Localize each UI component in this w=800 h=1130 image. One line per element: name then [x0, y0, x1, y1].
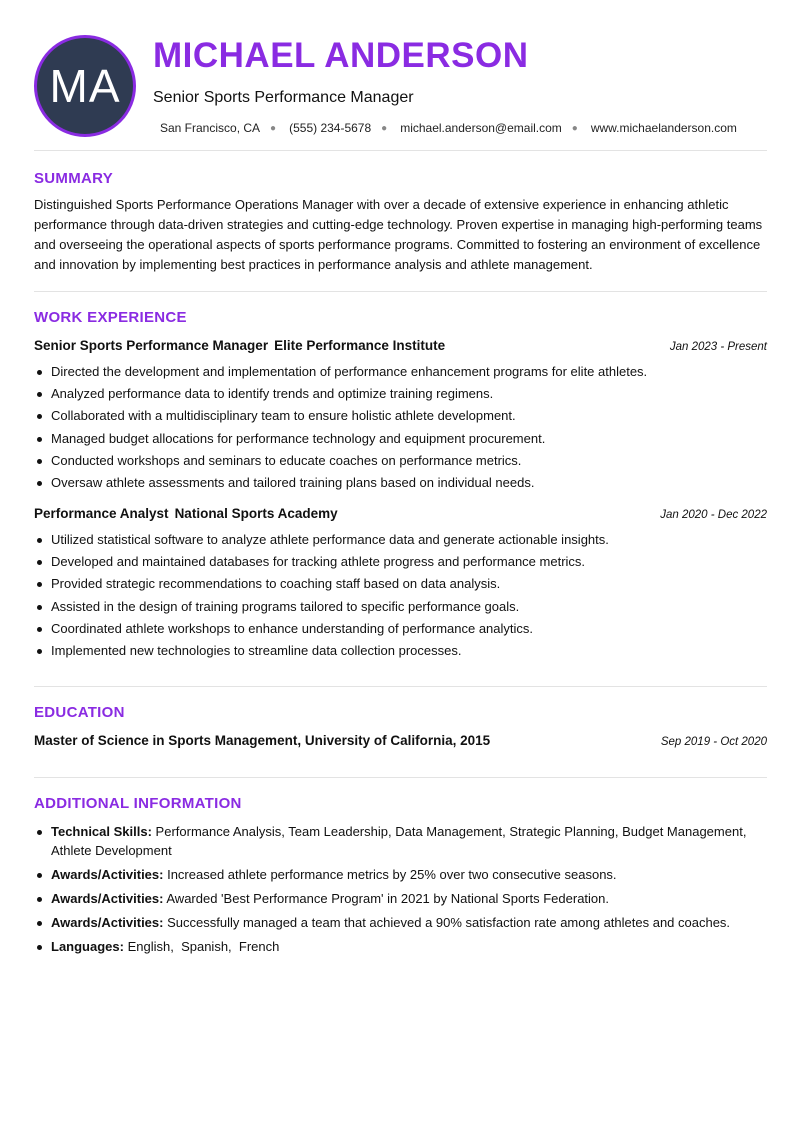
item-text: Successfully managed a team that achieved a 90% satisfaction rate among athletes and coaches. — [167, 915, 731, 930]
contact-email[interactable]: michael.anderson@email.com — [400, 121, 562, 135]
list-item — [34, 822, 767, 860]
job-bullets — [34, 529, 767, 662]
job-company: National Sports Academy — [174, 506, 338, 521]
section-divider — [34, 686, 767, 687]
job-title: Senior Sports Performance Manager — [34, 338, 269, 353]
contact-location: San Francisco, CA — [160, 121, 261, 135]
list-item — [34, 889, 767, 908]
job-header — [34, 338, 767, 353]
experience-heading: WORK EXPERIENCE — [34, 309, 187, 326]
item-text: Increased athlete performance metrics by 25% over two consecutive seasons. — [167, 867, 617, 882]
additional-heading: ADDITIONAL INFORMATION — [34, 795, 242, 812]
education-degree: Master of Science in Sports Management, University of California, 2015 — [34, 733, 491, 748]
job-title-line — [34, 506, 338, 521]
avatar-initials: MA — [49, 60, 121, 112]
education-heading: EDUCATION — [34, 704, 125, 721]
education-entry — [34, 733, 767, 748]
list-item — [34, 913, 767, 932]
section-divider — [34, 291, 767, 292]
contact-website[interactable]: www.michaelanderson.com — [590, 121, 737, 135]
additional-list — [34, 822, 767, 961]
bullet-separator-icon: ● — [270, 122, 277, 134]
education-dates: Sep 2019 - Oct 2020 — [660, 736, 767, 748]
list-item: Managed budget allocations for performance technology and equipment procurement. — [34, 428, 767, 450]
list-item: Collaborated with a multidisciplinary team to ensure holistic athlete development. — [34, 405, 767, 427]
job-title: Performance Analyst — [34, 506, 169, 521]
list-item: Utilized statistical software to analyze athlete performance data and generate actionable insights. — [34, 529, 767, 551]
job-company: Elite Performance Institute — [274, 338, 446, 353]
job-dates: Jan 2023 - Present — [669, 341, 767, 353]
section-divider — [34, 150, 767, 151]
list-item: Conducted workshops and seminars to educate coaches on performance metrics. — [34, 450, 767, 472]
item-label: Technical Skills: — [51, 824, 152, 839]
item-label: Languages: — [51, 939, 124, 954]
list-item: Developed and maintained databases for tracking athlete progress and performance metrics. — [34, 551, 767, 573]
summary-heading: SUMMARY — [34, 170, 114, 187]
summary-text: Distinguished Sports Performance Operations Manager with over a decade of extensive experience in enhancing athletic performance through data-driven strategies and cutting-edge technology. Proven expertise in managing high-performing teams and overseeing the operational aspects of sports performance programs. Committed to fostering an environment of excellence and innovation by implementing best practices in performance analysis and athlete management. — [34, 197, 763, 272]
avatar — [34, 35, 136, 137]
job-title-line — [34, 338, 445, 353]
item-label: Awards/Activities: — [51, 915, 164, 930]
list-item: Analyzed performance data to identify trends and optimize training regimens. — [34, 383, 767, 405]
bullet-separator-icon: ● — [381, 122, 388, 134]
candidate-name: MICHAEL ANDERSON — [153, 36, 529, 75]
section-divider — [34, 777, 767, 778]
item-text: Performance Analysis, Team Leadership, Data Management, Strategic Planning, Budget Management, Athlete Development — [51, 824, 747, 858]
list-item: Implemented new technologies to streamline data collection processes. — [34, 640, 767, 662]
contact-line — [160, 121, 737, 135]
job-dates: Jan 2020 - Dec 2022 — [660, 509, 767, 521]
list-item: Oversaw athlete assessments and tailored training plans based on individual needs. — [34, 472, 767, 494]
item-text: English, Spanish, French — [127, 939, 280, 954]
item-text: Awarded 'Best Performance Program' in 2021 by National Sports Federation. — [166, 891, 609, 906]
candidate-title: Senior Sports Performance Manager — [153, 89, 414, 106]
list-item: Coordinated athlete workshops to enhance understanding of performance analytics. — [34, 618, 767, 640]
item-label: Awards/Activities: — [51, 867, 164, 882]
list-item: Directed the development and implementation of performance enhancement programs for elite athletes. — [34, 361, 767, 383]
job-header — [34, 506, 767, 521]
list-item — [34, 865, 767, 884]
list-item: Assisted in the design of training programs tailored to specific performance goals. — [34, 596, 767, 618]
list-item — [34, 937, 767, 956]
item-label: Awards/Activities: — [51, 891, 164, 906]
job-bullets — [34, 361, 767, 494]
bullet-separator-icon: ● — [571, 122, 578, 134]
list-item: Provided strategic recommendations to coaching staff based on data analysis. — [34, 573, 767, 595]
contact-phone[interactable]: (555) 234-5678 — [289, 121, 372, 135]
